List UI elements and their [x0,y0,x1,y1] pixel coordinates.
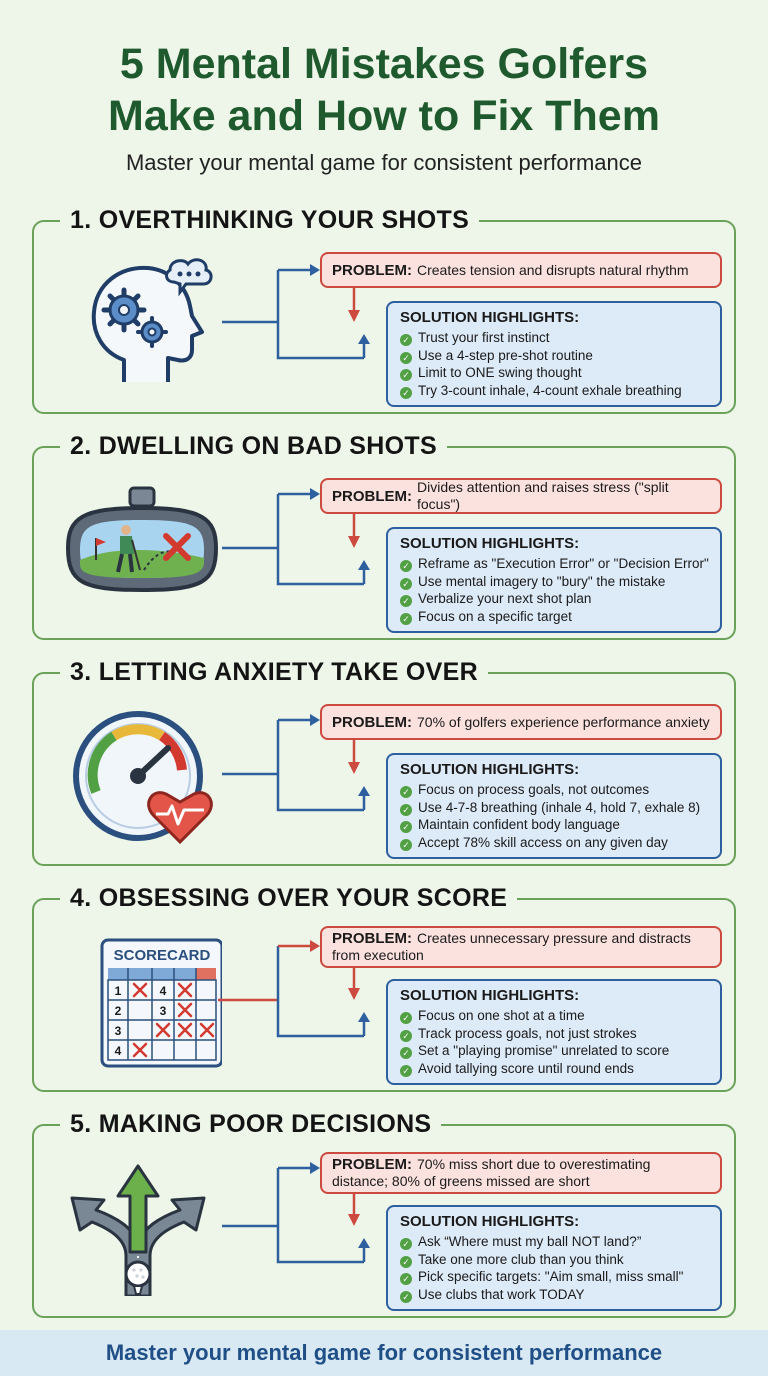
list-item: ✓ Use 4-7-8 breathing (inhale 4, hold 7, exhale 8) [400,799,708,817]
svg-text:4: 4 [114,1044,122,1058]
solution-box: SOLUTION HIGHLIGHTS: ✓ Focus on process goals, not outcomes ✓ Use 4-7-8 breathing (inhale 4, hold 7, exhale 8) ✓ Maintain confident body language ✓ Accept 78% skill access on any given day [386,753,722,859]
section-anxiety [32,658,736,866]
check-icon: ✓ [400,352,412,364]
footer-banner [0,1330,768,1376]
scorecard-title: SCORECARD [113,947,211,964]
check-icon: ✓ [400,839,412,851]
section-heading: 2. DWELLING ON BAD SHOTS [60,430,447,462]
svg-text:4: 4 [159,984,167,998]
section-decisions [32,1110,736,1318]
list-item: ✓ Reframe as "Execution Error" or "Decision Error" [400,555,708,573]
check-icon: ✓ [400,560,412,572]
list-item: ✓ Focus on process goals, not outcomes [400,781,708,799]
list-item: ✓ Limit to ONE swing thought [400,364,708,382]
solution-list [400,1007,708,1077]
section-heading: 3. LETTING ANXIETY TAKE OVER [60,656,488,688]
list-item: ✓ Ask “Where must my ball NOT land?” [400,1233,708,1251]
section-dwelling [32,432,736,640]
section-heading: 4. OBSESSING OVER YOUR SCORE [60,882,517,914]
scorecard-icon [62,930,222,1070]
list-item: ✓ Use a 4-step pre-shot routine [400,347,708,365]
list-item: ✓ Trust your first instinct [400,329,708,347]
check-icon: ✓ [400,334,412,346]
problem-box: PROBLEM: 70% miss short due to overestimating distance; 80% of greens missed are short [320,1152,722,1194]
forked-path-arrows-icon [62,1156,222,1296]
list-item: ✓ Pick specific targets: "Aim small, miss small" [400,1268,708,1286]
list-item: ✓ Verbalize your next shot plan [400,590,708,608]
footer-text: Master your mental game for consistent performance [105,1340,663,1365]
check-icon: ✓ [400,1273,412,1285]
section-heading: 5. MAKING POOR DECISIONS [60,1108,441,1140]
solution-list [400,781,708,851]
list-item: ✓ Avoid tallying score until round ends [400,1060,708,1078]
check-icon: ✓ [400,578,412,590]
list-item: ✓ Focus on one shot at a time [400,1007,708,1025]
check-icon: ✓ [400,1238,412,1250]
check-icon: ✓ [400,1030,412,1042]
list-item: ✓ Maintain confident body language [400,816,708,834]
list-item: ✓ Try 3-count inhale, 4-count exhale breathing [400,382,708,400]
list-item: ✓ Take one more club than you think [400,1251,708,1269]
list-item: ✓ Set a "playing promise" unrelated to score [400,1042,708,1060]
list-item: ✓ Use mental imagery to "bury" the mistake [400,573,708,591]
page-title: 5 Mental Mistakes Golfers Make and How to Fix Them [108,40,660,140]
solution-box: SOLUTION HIGHLIGHTS: ✓ Ask “Where must my ball NOT land?” ✓ Take one more club than you think ✓ Pick specific targets: "Aim small, miss small" ✓ Use clubs that work TODAY [386,1205,722,1311]
svg-text:3: 3 [114,1024,122,1038]
solution-list [400,1233,708,1303]
check-icon: ✓ [400,804,412,816]
check-icon: ✓ [400,786,412,798]
section-overthinking [32,206,736,414]
list-item: ✓ Track process goals, not just strokes [400,1025,708,1043]
check-icon: ✓ [400,1047,412,1059]
section-score [32,884,736,1092]
check-icon: ✓ [400,613,412,625]
problem-box: PROBLEM: Creates unnecessary pressure and distracts from execution [320,926,722,968]
problem-box: PROBLEM: Creates tension and disrupts natural rhythm [320,252,722,288]
solution-list [400,555,708,625]
check-icon: ✓ [400,1256,412,1268]
section-heading: 1. OVERTHINKING YOUR SHOTS [60,204,479,236]
problem-box: PROBLEM: Divides attention and raises stress ("split focus") [320,478,722,514]
check-icon: ✓ [400,369,412,381]
solution-box: SOLUTION HIGHLIGHTS: ✓ Focus on one shot at a time ✓ Track process goals, not just strokes ✓ Set a "playing promise" unrelated to score ✓ Avoid tallying score until round ends [386,979,722,1085]
rearview-mirror-icon [62,478,222,618]
solution-box: SOLUTION HIGHLIGHTS: ✓ Trust your first instinct ✓ Use a 4-step pre-shot routine ✓ Limit to ONE swing thought ✓ Try 3-count inhale, 4-count exhale breathing [386,301,722,407]
list-item: ✓ Accept 78% skill access on any given day [400,834,708,852]
gauge-heart-icon [62,704,222,844]
svg-text:2: 2 [114,1004,122,1018]
solution-box: SOLUTION HIGHLIGHTS: ✓ Reframe as "Execution Error" or "Decision Error" ✓ Use mental imagery to "bury" the mistake ✓ Verbalize your next shot plan ✓ Focus on a specific target [386,527,722,633]
check-icon: ✓ [400,1065,412,1077]
list-item: ✓ Use clubs that work TODAY [400,1286,708,1304]
check-icon: ✓ [400,595,412,607]
check-icon: ✓ [400,1291,412,1303]
problem-box: PROBLEM: 70% of golfers experience performance anxiety [320,704,722,740]
list-item: ✓ Focus on a specific target [400,608,708,626]
page-subtitle: Master your mental game for consistent performance [125,150,642,175]
svg-text:3: 3 [159,1004,167,1018]
head-with-gears-icon [62,252,222,392]
check-icon: ✓ [400,1012,412,1024]
solution-list [400,329,708,399]
svg-text:1: 1 [114,984,122,998]
check-icon: ✓ [400,821,412,833]
check-icon: ✓ [400,387,412,399]
